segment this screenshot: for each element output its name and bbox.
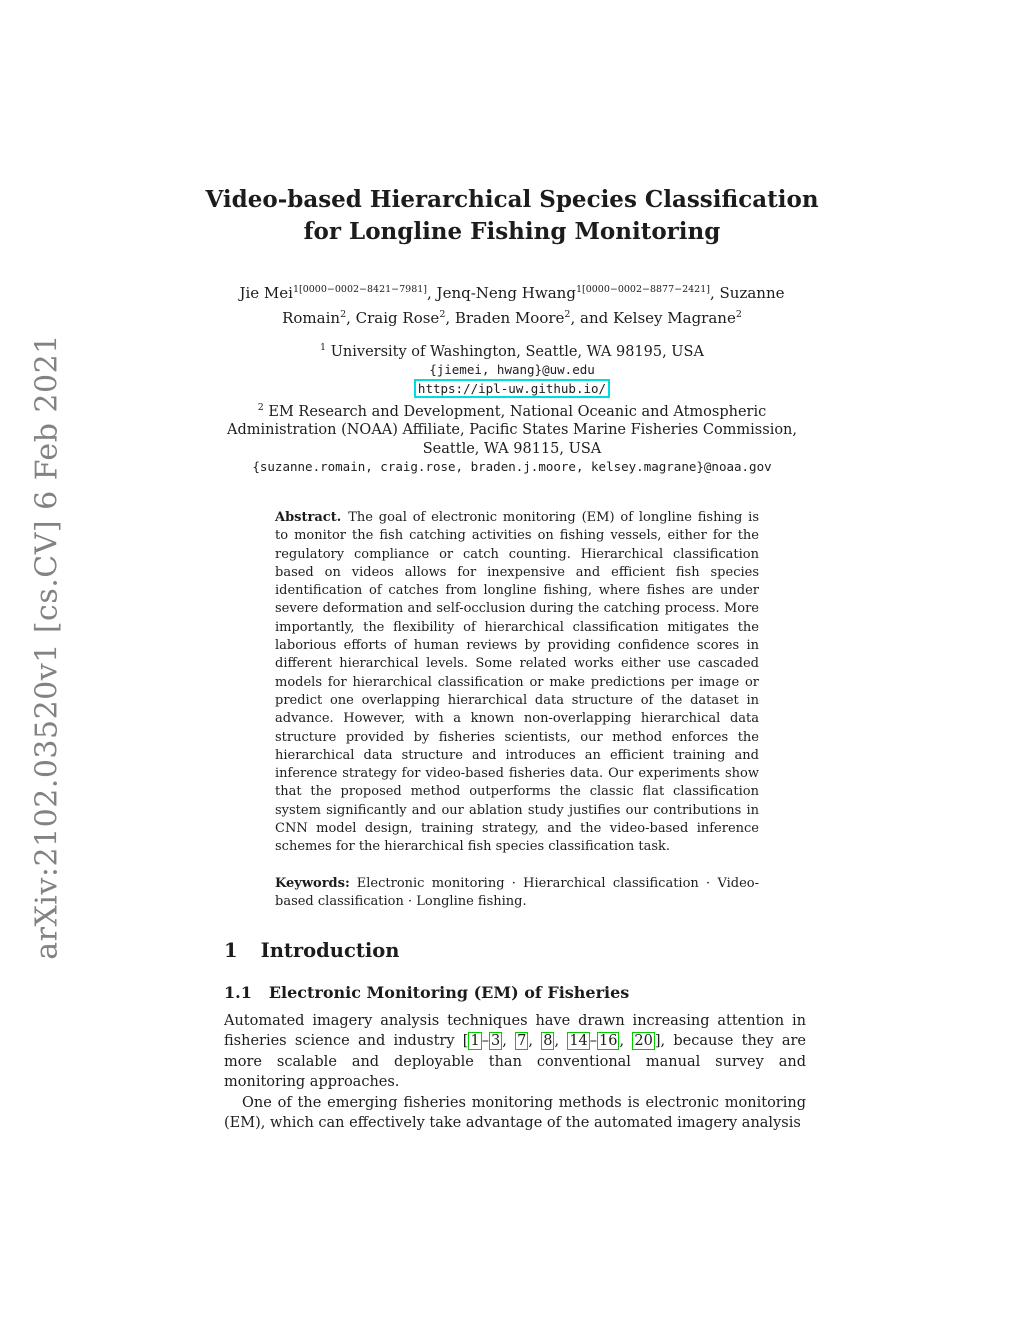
introduction-body: [224, 1011, 806, 1133]
section-number: 1: [224, 939, 238, 962]
intro-p1-text-end: ], because they are more scalable and deployable than conventional manual survey and monitoring approaches.: [224, 1033, 807, 1091]
affiliation-2: [202, 399, 822, 459]
affiliation-1-url-line: [202, 380, 822, 399]
citation-separator: ,: [502, 1033, 516, 1050]
citation-separator: ,: [619, 1033, 633, 1050]
section-title: Introduction: [260, 939, 400, 962]
abstract-text: The goal of electronic monitoring (EM) of longline fishing is to monitor the fish catching activities on fishing vessels, either for the regulatory compliance or catch counting. Hierarchical classification based on videos allows for inexpensive and efficient fish species identification of catches from longline fishing, where fishes are under severe deformation and self-occlusion during the catching process. More importantly, the flexibility of hierarchical classification mitigates the laborious efforts of human reviews by providing confidence scores in different hierarchical levels. Some related works either use cascaded models for hierarchical classification or make predictions per image or predict one overlapping hierarchical data structure of the dataset in advance. However, with a known non-overlapping hierarchical data structure provided by fisheries scientists, our method enforces the hierarchical data structure and introduces an efficient training and inference strategy for video-based fisheries data. Our experiments show that the proposed method outperforms the classic flat classification system significantly and our ablation study justifies our contributions in CNN model design, training strategy, and the video-based inference schemes for the hierarchical fish species classification task.: [275, 510, 759, 855]
affiliation-1: [202, 339, 822, 361]
author-affil-superscript: 2: [340, 309, 347, 320]
affiliations-block: [202, 339, 822, 477]
subsection-number: 1.1: [224, 983, 252, 1002]
keywords: [275, 875, 759, 912]
affiliation-2-email: {suzanne.romain, craig.rose, braden.j.moore, kelsey.magrane}@noaa.gov: [252, 459, 772, 475]
keywords-label: Keywords:: [275, 876, 350, 891]
citation-separator: –: [589, 1033, 598, 1050]
paper-title: [192, 184, 832, 248]
citation-separator: ,: [554, 1033, 568, 1050]
author-affil-superscript: 2: [735, 309, 742, 320]
author-name: , Braden Moore: [445, 309, 565, 327]
citation-link[interactable]: 8: [543, 1033, 553, 1050]
author-name: , and Kelsey Magrane: [570, 309, 736, 327]
arxiv-watermark: arXiv:2102.03520v1 [cs.CV] 6 Feb 2021: [29, 334, 65, 960]
subsection-heading-em-of-fisheries: [224, 983, 806, 1002]
abstract-label: Abstract.: [275, 510, 342, 525]
author-orcid-superscript: 1[0000−0002−8877−2421]: [575, 284, 710, 295]
section-heading-introduction: [224, 939, 806, 962]
author-name: , Jenq-Neng Hwang: [427, 284, 576, 302]
intro-p1-text: Automated imagery analysis techniques have drawn increasing attention in fisheries science and industry [: [224, 1013, 806, 1050]
citation-link[interactable]: 16: [599, 1033, 618, 1050]
citation-link[interactable]: 20: [634, 1033, 653, 1050]
keywords-text: Electronic monitoring · Hierarchical classification · Video-based classification · Longline fishing.: [275, 876, 759, 910]
paper-title-line-1: Video-based Hierarchical Species Classification: [205, 186, 819, 213]
citation-link[interactable]: 3: [490, 1033, 501, 1050]
abstract: [275, 509, 759, 857]
intro-paragraph-1: [224, 1011, 806, 1093]
affiliation-2-marker: 2: [257, 401, 264, 413]
paper-title-line-2: for Longline Fishing Monitoring: [303, 218, 721, 245]
affiliation-2-text: EM Research and Development, National Oceanic and Atmospheric Administration (NOAA) Affiliate, Pacific States Marine Fisheries Commission, Seattle, WA 98115, USA: [226, 403, 798, 457]
author-name: , Suzanne Romain: [282, 284, 785, 327]
author-name: , Craig Rose: [346, 309, 440, 327]
affiliation-1-text: University of Washington, Seattle, WA 98195, USA: [330, 343, 704, 360]
intro-paragraph-2: One of the emerging fisheries monitoring methods is electronic monitoring (EM), which can effectively take advantage of the automated imagery analysis: [224, 1094, 806, 1132]
subsection-title: Electronic Monitoring (EM) of Fisheries: [268, 983, 630, 1002]
affiliation-1-marker: 1: [320, 342, 327, 353]
project-url-link[interactable]: https://ipl-uw.github.io/: [414, 379, 610, 398]
citation-link[interactable]: 14: [569, 1033, 588, 1050]
author-orcid-superscript: 1[0000−0002−8421−7981]: [292, 284, 428, 295]
citation-separator: ,: [528, 1033, 542, 1050]
citation-link[interactable]: 7: [517, 1033, 527, 1050]
citation-link[interactable]: 1: [470, 1033, 480, 1050]
citation-separator: –: [481, 1033, 489, 1050]
author-list: [207, 279, 817, 329]
author-affil-superscript: 2: [439, 309, 446, 320]
author-affil-superscript: 2: [564, 309, 571, 320]
affiliation-1-email: {jiemei, hwang}@uw.edu: [429, 362, 595, 378]
author-name: Jie Mei: [239, 284, 293, 302]
